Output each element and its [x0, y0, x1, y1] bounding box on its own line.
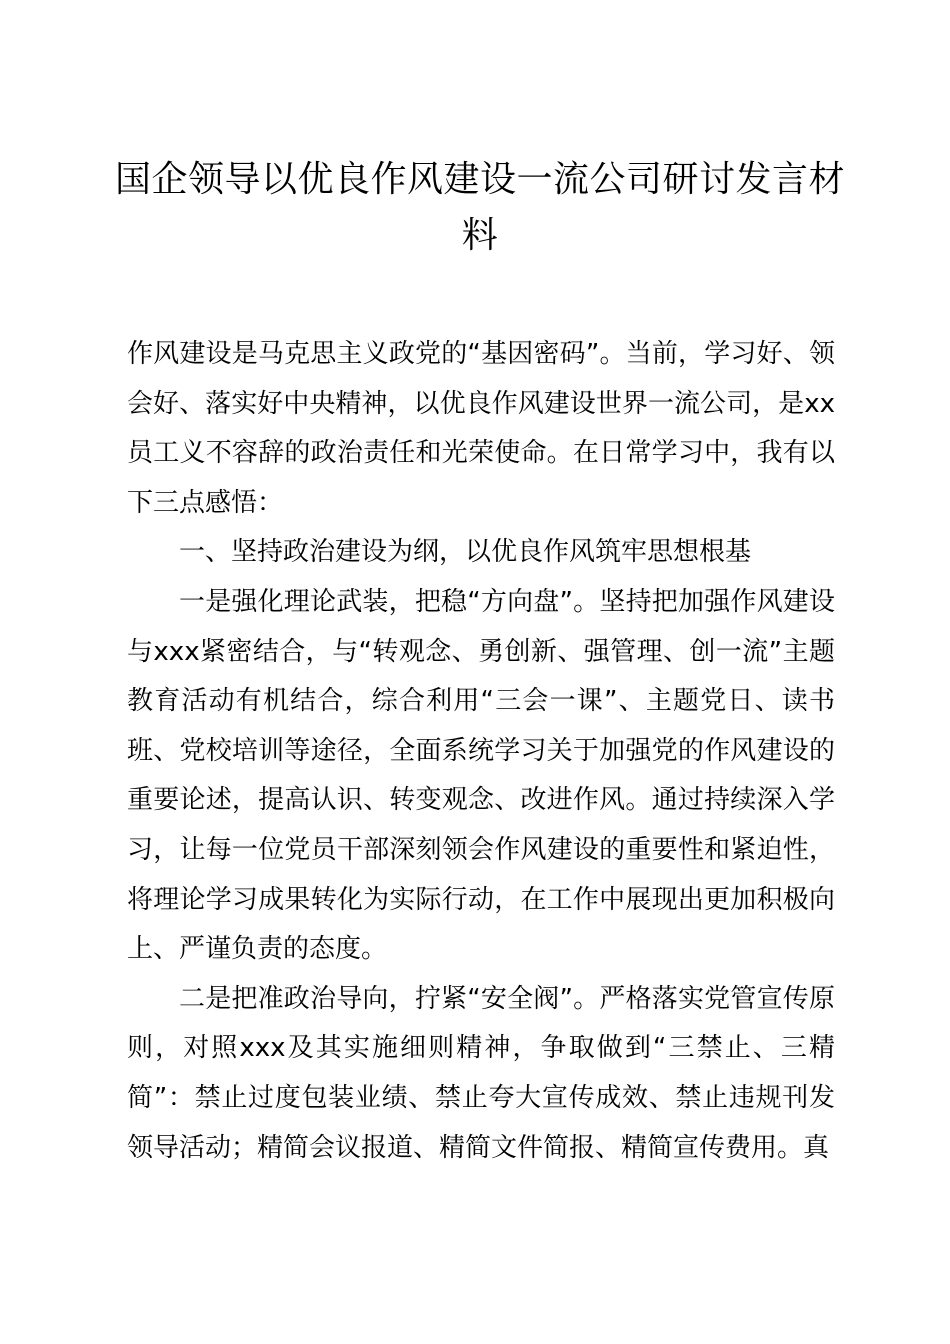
body-paragraph-1: 一是强化理论武装，把稳“方向盘”。坚持把加强作风建设与xxx紧密结合，与“转观念、勇创新、强管理、创一流”主题教育活动有机结合，综合利用“三会一课”、主题党日、读书班、党校培训等途径，全面系统学习关于加强党的作风建设的重要论述，提高认识、转变观念、改进作风。通过持续深入学习，让每一位党员干部深刻领会作风建设的重要性和紧迫性，将理论学习成果转化为实际行动，在工作中展现出更加积极向上、严谨负责的态度。 — [127, 586, 835, 965]
body-paragraph-2: 二是把准政治导向，拧紧“安全阀”。严格落实党管宣传原则，对照xxx及其实施细则精神，争取做到“三禁止、三精简”：禁止过度包装业绩、禁止夸大宣传成效、禁止违规刊发领导活动；精简会议报道、精简文件简报、精简宣传费用。真 — [127, 983, 835, 1163]
intro-paragraph: 作风建设是马克思主义政党的“基因密码”。当前，学习好、领会好、落实好中央精神，以优良作风建设世界一流公司，是xx员工义不容辞的政治责任和光荣使命。在日常学习中，我有以下三点感悟： — [127, 339, 835, 518]
document-title: 国企领导以优良作风建设一流公司研讨发言材料 — [114, 159, 845, 256]
section-heading-1: 一、坚持政治建设为纲，以优良作风筑牢思想根基 — [179, 537, 752, 568]
document-body — [127, 330, 835, 1173]
